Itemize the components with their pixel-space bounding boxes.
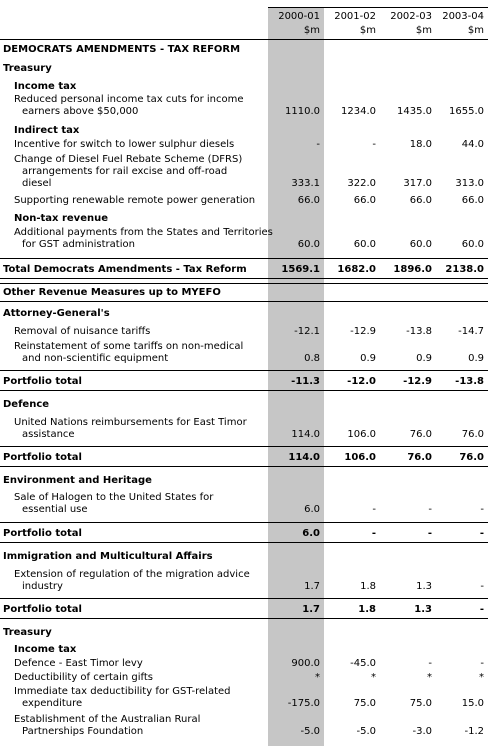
row-label-text: Environment and Heritage <box>3 475 152 486</box>
cell-value: 76.0 <box>461 429 484 440</box>
row-label <box>14 227 276 251</box>
row-label-text: Portfolio total <box>3 376 82 387</box>
cell-value: -12.9 <box>403 376 432 387</box>
total-rule <box>0 390 488 391</box>
cell-value: - <box>480 581 484 592</box>
row-label-text: Portfolio total <box>3 528 82 539</box>
row-label <box>3 399 265 411</box>
row-label <box>3 452 265 464</box>
cell-value: -5.0 <box>300 726 320 737</box>
cell-value: - <box>479 528 484 539</box>
row-label-text: DEMOCRATS AMENDMENTS - TAX REFORM <box>3 44 241 55</box>
row-label <box>14 672 276 684</box>
cell-value: 1.7 <box>302 604 320 615</box>
cell-value: 66.0 <box>409 195 432 206</box>
cell-value: -175.0 <box>287 698 320 709</box>
cell-value: 76.0 <box>459 452 484 463</box>
row-label-continuation: earners above $50,000 <box>22 106 139 117</box>
row-label-continuation: industry <box>22 581 63 592</box>
row-label-text: Establishment of the Australian Rural <box>14 714 201 725</box>
row-label-text: Other Revenue Measures up to MYEFO <box>3 287 221 298</box>
cell-value: -13.8 <box>455 376 484 387</box>
row-label <box>14 139 276 151</box>
cell-value: 0.9 <box>360 353 376 364</box>
cell-value: 6.0 <box>302 528 320 539</box>
column-year: 2000-01 <box>278 11 320 22</box>
cell-value: 1.7 <box>304 581 320 592</box>
row-label <box>3 528 265 540</box>
section-rule <box>0 258 488 259</box>
total-rule <box>0 618 488 619</box>
row-label <box>3 287 265 299</box>
row-label <box>3 551 265 563</box>
row-label <box>14 569 276 593</box>
cell-value: 0.9 <box>468 353 484 364</box>
cell-value: -3.0 <box>412 726 432 737</box>
cell-value: - <box>480 658 484 669</box>
total-rule <box>0 301 488 302</box>
total-rule <box>0 542 488 543</box>
row-label-text: Non-tax revenue <box>14 213 109 224</box>
header-rule <box>0 39 488 40</box>
column-unit: $m <box>303 25 320 36</box>
cell-value: - <box>480 504 484 515</box>
cell-value: 322.0 <box>347 178 376 189</box>
cell-value: 1569.1 <box>281 264 320 275</box>
row-label-text: Immediate tax deductibility for GST-related <box>14 686 231 697</box>
row-label-text: Defence - East Timor levy <box>14 658 143 669</box>
cell-value: 60.0 <box>353 239 376 250</box>
row-label <box>14 154 276 190</box>
row-label-continuation: essential use <box>22 504 88 515</box>
row-label <box>14 686 276 710</box>
cell-value: - <box>316 139 320 150</box>
row-label <box>14 125 276 137</box>
cell-value: - <box>427 528 432 539</box>
cell-value: -12.9 <box>350 326 376 337</box>
cell-value: -45.0 <box>350 658 376 669</box>
cell-value: * <box>315 672 320 683</box>
row-label <box>14 341 276 365</box>
cell-value: 333.1 <box>291 178 320 189</box>
cell-value: 106.0 <box>347 429 376 440</box>
row-label <box>14 417 276 441</box>
row-label <box>3 44 265 56</box>
cell-value: -5.0 <box>356 726 376 737</box>
total-rule <box>0 278 488 279</box>
cell-value: 60.0 <box>297 239 320 250</box>
cell-value: 18.0 <box>409 139 432 150</box>
cell-value: - <box>371 528 376 539</box>
cell-value: 1.3 <box>414 604 432 615</box>
cell-value: 106.0 <box>344 452 376 463</box>
row-label <box>14 81 276 93</box>
section-rule <box>0 283 488 284</box>
row-label <box>14 326 276 338</box>
cell-value: 1.8 <box>358 604 376 615</box>
section-rule <box>0 446 488 447</box>
row-label-text: Reinstatement of some tariffs on non-medical <box>14 341 244 352</box>
column-unit: $m <box>467 25 484 36</box>
row-label-text: Portfolio total <box>3 604 82 615</box>
cell-value: -1.2 <box>464 726 484 737</box>
cell-value: 1110.0 <box>285 106 320 117</box>
cell-value: 66.0 <box>461 195 484 206</box>
row-label-text: Deductibility of certain gifts <box>14 672 153 683</box>
cell-value: -13.8 <box>406 326 432 337</box>
section-rule <box>0 598 488 599</box>
cell-value: 313.0 <box>455 178 484 189</box>
cell-value: 1234.0 <box>341 106 376 117</box>
row-label-text: Indirect tax <box>14 125 80 136</box>
row-label-text: Defence <box>3 399 50 410</box>
cell-value: * <box>371 672 376 683</box>
row-label <box>3 63 265 75</box>
cell-value: 1435.0 <box>397 106 432 117</box>
row-label <box>14 195 276 207</box>
cell-value: * <box>427 672 432 683</box>
section-rule <box>0 370 488 371</box>
cell-value: 76.0 <box>409 429 432 440</box>
row-label-text: Additional payments from the States and Territories <box>14 227 273 238</box>
row-label-continuation: diesel <box>22 178 52 189</box>
cell-value: 114.0 <box>291 429 320 440</box>
row-label <box>14 492 276 516</box>
row-label <box>3 376 265 388</box>
column-unit: $m <box>415 25 432 36</box>
row-label-text: United Nations reimbursements for East Timor <box>14 417 247 428</box>
row-label <box>14 714 276 738</box>
row-label <box>3 627 265 639</box>
row-label <box>3 475 265 487</box>
cell-value: 1.3 <box>416 581 432 592</box>
cell-value: - <box>372 139 376 150</box>
row-label <box>3 264 265 276</box>
cell-value: -11.3 <box>291 376 320 387</box>
row-label <box>3 604 265 616</box>
cell-value: - <box>428 504 432 515</box>
column-year: 2001-02 <box>334 11 376 22</box>
cell-value: 317.0 <box>403 178 432 189</box>
row-label-continuation: assistance <box>22 429 75 440</box>
row-label-continuation: for GST administration <box>22 239 135 250</box>
row-label-text: Change of Diesel Fuel Rebate Scheme (DFRS) <box>14 154 243 165</box>
row-label <box>14 644 276 656</box>
cell-value: 0.9 <box>416 353 432 364</box>
row-label <box>14 94 276 118</box>
cell-value: 900.0 <box>291 658 320 669</box>
row-label-continuation: Partnerships Foundation <box>22 726 144 737</box>
cell-value: -12.0 <box>347 376 376 387</box>
row-label-text: Sale of Halogen to the United States for <box>14 492 214 503</box>
cell-value: 1896.0 <box>393 264 432 275</box>
cell-value: 0.8 <box>304 353 320 364</box>
row-label-text: Removal of nuisance tariffs <box>14 326 151 337</box>
row-label-continuation: expenditure <box>22 698 83 709</box>
cell-value: 60.0 <box>461 239 484 250</box>
cell-value: 1655.0 <box>449 106 484 117</box>
cell-value: - <box>372 504 376 515</box>
cell-value: 60.0 <box>409 239 432 250</box>
cell-value: 114.0 <box>288 452 320 463</box>
row-label-text: Total Democrats Amendments - Tax Reform <box>3 264 247 275</box>
header-top-rule <box>268 7 488 8</box>
row-label-text: Immigration and Multicultural Affairs <box>3 551 213 562</box>
row-label-text: Treasury <box>3 627 52 638</box>
cell-value: - <box>479 604 484 615</box>
cell-value: 2138.0 <box>445 264 484 275</box>
row-label <box>14 213 276 225</box>
row-label-continuation: arrangements for rail excise and off-road <box>22 166 228 177</box>
row-label-text: Supporting renewable remote power generation <box>14 195 256 206</box>
row-label-text: Reduced personal income tax cuts for income <box>14 94 244 105</box>
row-label-text: Portfolio total <box>3 452 82 463</box>
cell-value: * <box>479 672 484 683</box>
column-unit: $m <box>359 25 376 36</box>
row-label <box>14 658 276 670</box>
cell-value: 1.8 <box>360 581 376 592</box>
row-label-text: Income tax <box>14 644 77 655</box>
column-year: 2002-03 <box>390 11 432 22</box>
row-label-text: Treasury <box>3 63 52 74</box>
cell-value: 15.0 <box>461 698 484 709</box>
row-label <box>3 308 265 320</box>
column-year: 2003-04 <box>442 11 484 22</box>
cell-value: 1682.0 <box>337 264 376 275</box>
cell-value: -12.1 <box>294 326 320 337</box>
total-rule <box>0 466 488 467</box>
row-label-text: Income tax <box>14 81 77 92</box>
cell-value: 6.0 <box>304 504 320 515</box>
row-label-text: Incentive for switch to lower sulphur diesels <box>14 139 235 150</box>
cell-value: 76.0 <box>407 452 432 463</box>
row-label-text: Extension of regulation of the migration advice <box>14 569 250 580</box>
cell-value: -14.7 <box>458 326 484 337</box>
row-label-text: Attorney-General's <box>3 308 110 319</box>
cell-value: 44.0 <box>461 139 484 150</box>
cell-value: - <box>428 658 432 669</box>
section-rule <box>0 522 488 523</box>
cell-value: 66.0 <box>297 195 320 206</box>
row-label-continuation: and non-scientific equipment <box>22 353 169 364</box>
cell-value: 75.0 <box>409 698 432 709</box>
cell-value: 75.0 <box>353 698 376 709</box>
cell-value: 66.0 <box>353 195 376 206</box>
